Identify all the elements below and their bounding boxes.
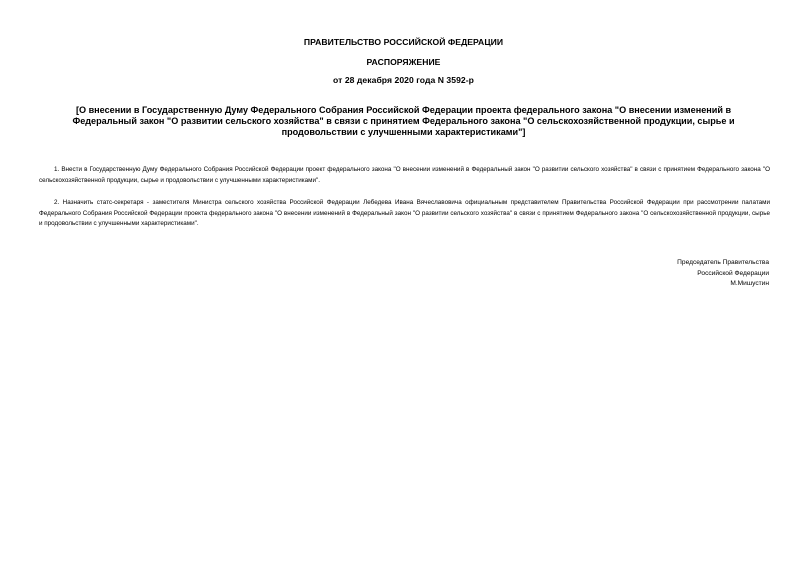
signature-name: М.Мишустин [730, 280, 769, 287]
document-title: [О внесении в Государственную Думу Федерального Собрания Российской Федерации проекта федерального закона "О внесении изменений в Федеральный закон "О развитии сельского хозяйства" в связи с принятием Федерального закона "О сельскохозяйственной продукции, сырье и продовольствии с улучшенными характеристиками"] [72, 105, 735, 137]
paragraph-1: 1. Внести в Государственную Думу Федерального Собрания Российской Федерации проект федерального закона "О внесении изменений в Федеральный закон "О развитии сельского хозяйства" в связи с принятием Федерального закона "О сельскохозяйственной продукции, сырье и продовольствии с улучшенными характеристиками". [39, 166, 770, 184]
issuing-authority: ПРАВИТЕЛЬСТВО РОССИЙСКОЙ ФЕДЕРАЦИИ [303, 37, 504, 47]
signature-country: Российской Федерации [697, 269, 769, 277]
signature-position: Председатель Правительства [677, 259, 769, 266]
signature-block [677, 258, 769, 290]
paragraph-2: 2. Назначить статс-секретаря - заместителя Министра сельского хозяйства Российской Федерации Лебедева Ивана Вячеславовича официальным представителем Правительства Российской Федерации при рассмотрении палатами Федерального Собрания Российской Федерации проекта федерального закона "О внесении изменений в Федеральный закон "О развитии сельского хозяйства" в связи с принятием Федерального закона "О сельскохозяйственной продукции, сырье и продовольствии с улучшенными характеристиками". [39, 199, 770, 227]
document-type: РАСПОРЯЖЕНИЕ [366, 57, 441, 67]
document-date-number: от 28 декабря 2020 года N 3592-р [333, 75, 474, 85]
